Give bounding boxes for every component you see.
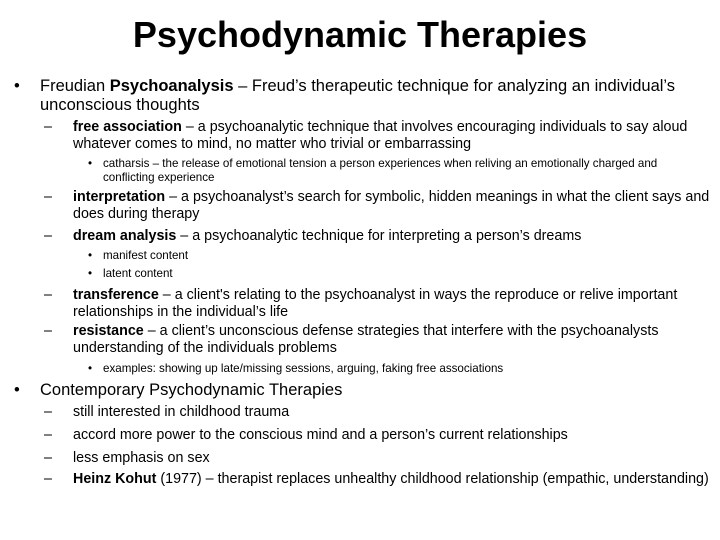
bullet-conscious-mind [44, 427, 710, 444]
bullet-dash: – [44, 287, 52, 303]
bullet-dot: • [88, 267, 93, 280]
bullet-text [73, 228, 710, 245]
definition: (1977) – therapist replaces unhealthy childhood relationship (empathic, understanding) [156, 471, 709, 487]
term-psychoanalysis: Psychoanalysis [109, 77, 234, 95]
bullet-text [73, 189, 710, 223]
bullet-text [40, 77, 704, 115]
bullet-dot: • [88, 157, 93, 170]
bullet-text: manifest content [103, 249, 189, 262]
bullet-childhood-trauma [44, 404, 710, 421]
term-free-association: free association [73, 119, 182, 135]
bullet-dot: • [14, 381, 20, 399]
bullet-dash: – [44, 228, 52, 244]
definition: – a psychoanalyst’s search for symbolic, hidden meanings in what the client says and does during therapy [73, 189, 710, 222]
bullet-manifest-content [88, 249, 698, 263]
bullet-text [73, 471, 710, 488]
bullet-text [73, 287, 710, 321]
bullet-examples [88, 362, 698, 376]
bullet-dash: – [44, 404, 52, 420]
definition: – a psychoanalytic technique that involves encouraging individuals to say aloud whatever comes to mind, no matter who trivial or embarrassing [73, 119, 688, 152]
bullet-dream-analysis [44, 228, 710, 245]
definition: – a psychoanalytic technique for interpreting a person’s dreams [176, 228, 582, 244]
bullet-dash: – [44, 450, 52, 466]
bullet-interpretation [44, 189, 710, 223]
bullet-text: catharsis – the release of emotional tension a person experiences when reliving an emotionally charged and conflicting experience [103, 157, 658, 184]
definition: – a client’s unconscious defense strategies that interfere with the psychoanalysts understanding of the individuals problems [73, 323, 659, 356]
bullet-dot: • [14, 77, 20, 95]
bullet-text: Contemporary Psychodynamic Therapies [40, 381, 343, 399]
bullet-dot: • [88, 249, 93, 262]
definition: – Freud’s therapeutic technique for analyzing an individual’s unconscious thoughts [40, 77, 676, 114]
term-transference: transference [73, 287, 159, 303]
bullet-dash: – [44, 189, 52, 205]
bullet-dash: – [44, 471, 52, 487]
definition: – a client's relating to the psychoanalyst in ways the reproduce or relive important relationships in the individual’s life [73, 287, 678, 320]
bullet-dash: – [44, 119, 52, 135]
bullet-text [73, 323, 710, 357]
bullet-resistance [44, 323, 710, 357]
term-dream-analysis: dream analysis [73, 228, 177, 244]
slide-title: Psychodynamic Therapies [132, 14, 588, 55]
bullet-dash: – [44, 323, 52, 339]
bullet-catharsis [88, 157, 698, 184]
bullet-freudian-psychoanalysis [14, 77, 704, 115]
term-heinz-kohut: Heinz Kohut [73, 471, 157, 487]
term-resistance: resistance [73, 323, 144, 339]
bullet-latent-content [88, 267, 698, 281]
bullet-text: latent content [103, 267, 173, 280]
bullet-dash: – [44, 427, 52, 443]
bullet-text: less emphasis on sex [73, 450, 210, 466]
text-pre: Freudian [40, 77, 110, 95]
bullet-transference [44, 287, 710, 321]
bullet-dot: • [88, 362, 93, 375]
bullet-text: accord more power to the conscious mind and a person’s current relationships [73, 427, 568, 443]
bullet-less-emphasis-sex [44, 450, 710, 467]
bullet-text [73, 119, 710, 153]
bullet-contemporary-psychodynamic [14, 381, 704, 400]
term-interpretation: interpretation [73, 189, 166, 205]
bullet-text: examples: showing up late/missing sessions, arguing, faking free associations [103, 362, 504, 375]
bullet-heinz-kohut [44, 471, 710, 488]
bullet-text: still interested in childhood trauma [73, 404, 290, 420]
bullet-free-association [44, 119, 710, 153]
